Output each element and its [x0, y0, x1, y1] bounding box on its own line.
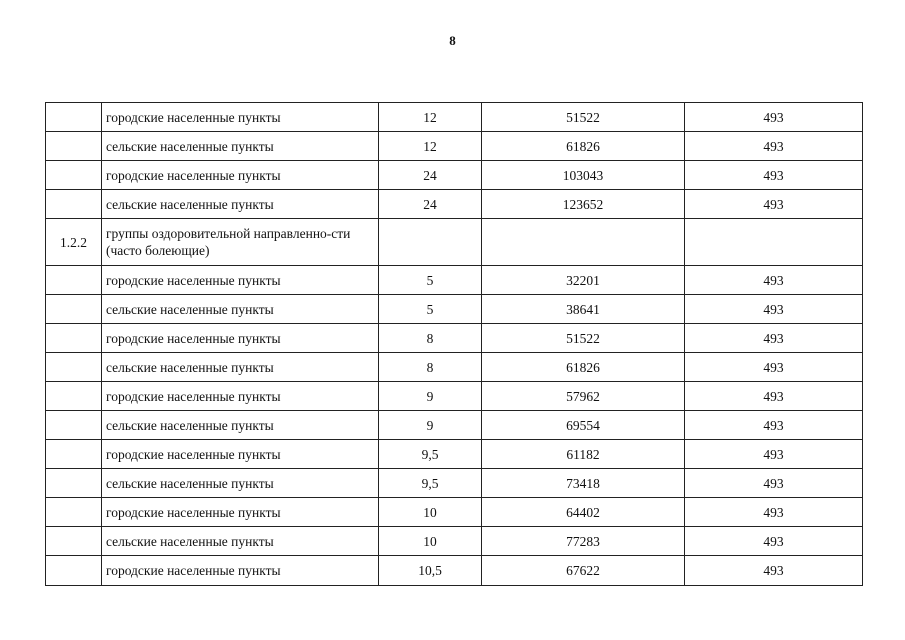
- table-row: [46, 190, 863, 219]
- value-2-cell: [482, 219, 685, 266]
- value-3-cell: 493: [685, 161, 863, 190]
- value-3-cell: 493: [685, 440, 863, 469]
- value-2-cell: 51522: [482, 103, 685, 132]
- value-3-cell: 493: [685, 324, 863, 353]
- row-number-cell: [46, 132, 102, 161]
- value-2-cell: 73418: [482, 469, 685, 498]
- page-number: 8: [449, 33, 456, 48]
- table-row: [46, 324, 863, 353]
- row-name-cell: городские населенные пункты: [102, 161, 379, 190]
- row-number-cell: [46, 411, 102, 440]
- value-1-cell: 9,5: [379, 440, 482, 469]
- table-row: [46, 469, 863, 498]
- row-number-cell: [46, 556, 102, 586]
- row-name-cell: сельские населенные пункты: [102, 132, 379, 161]
- row-name-cell: группы оздоровительной направленно-сти (часто болеющие): [102, 219, 379, 266]
- row-name-cell: городские населенные пункты: [102, 324, 379, 353]
- value-2-cell: 123652: [482, 190, 685, 219]
- value-3-cell: 493: [685, 469, 863, 498]
- row-name-cell: городские населенные пункты: [102, 382, 379, 411]
- table-row: [46, 527, 863, 556]
- row-name-cell: сельские населенные пункты: [102, 411, 379, 440]
- value-3-cell: 493: [685, 190, 863, 219]
- table-row: [46, 440, 863, 469]
- value-2-cell: 77283: [482, 527, 685, 556]
- table-row: [46, 103, 863, 132]
- row-name-cell: городские населенные пункты: [102, 498, 379, 527]
- table-row: [46, 132, 863, 161]
- table-row: [46, 219, 863, 266]
- row-name-cell: городские населенные пункты: [102, 556, 379, 586]
- row-name-cell: городские населенные пункты: [102, 440, 379, 469]
- value-3-cell: [685, 219, 863, 266]
- value-3-cell: 493: [685, 353, 863, 382]
- row-name-cell: сельские населенные пункты: [102, 527, 379, 556]
- row-name-cell: сельские населенные пункты: [102, 190, 379, 219]
- table-row: [46, 353, 863, 382]
- value-3-cell: 493: [685, 382, 863, 411]
- row-number-cell: [46, 190, 102, 219]
- value-3-cell: 493: [685, 527, 863, 556]
- value-1-cell: 24: [379, 190, 482, 219]
- value-2-cell: 38641: [482, 295, 685, 324]
- row-number-cell: [46, 498, 102, 527]
- value-2-cell: 61826: [482, 132, 685, 161]
- value-2-cell: 61826: [482, 353, 685, 382]
- value-3-cell: 493: [685, 556, 863, 586]
- row-number-cell: [46, 440, 102, 469]
- value-1-cell: 10: [379, 498, 482, 527]
- row-number-cell: [46, 469, 102, 498]
- row-number-cell: [46, 103, 102, 132]
- row-number-cell: [46, 527, 102, 556]
- row-name-cell: сельские населенные пункты: [102, 469, 379, 498]
- value-1-cell: 9: [379, 411, 482, 440]
- value-1-cell: 10: [379, 527, 482, 556]
- value-2-cell: 103043: [482, 161, 685, 190]
- value-2-cell: 32201: [482, 266, 685, 295]
- value-3-cell: 493: [685, 132, 863, 161]
- value-1-cell: 9,5: [379, 469, 482, 498]
- row-number-cell: 1.2.2: [46, 219, 102, 266]
- value-1-cell: 5: [379, 266, 482, 295]
- value-1-cell: 9: [379, 382, 482, 411]
- row-name-cell: сельские населенные пункты: [102, 295, 379, 324]
- row-name-cell: городские населенные пункты: [102, 103, 379, 132]
- row-number-cell: [46, 295, 102, 324]
- value-1-cell: 5: [379, 295, 482, 324]
- value-2-cell: 61182: [482, 440, 685, 469]
- row-name-cell: сельские населенные пункты: [102, 353, 379, 382]
- table-row: [46, 498, 863, 527]
- value-2-cell: 67622: [482, 556, 685, 586]
- value-1-cell: 12: [379, 132, 482, 161]
- value-3-cell: 493: [685, 295, 863, 324]
- table-row: [46, 556, 863, 586]
- table-row: [46, 266, 863, 295]
- row-number-cell: [46, 266, 102, 295]
- value-3-cell: 493: [685, 103, 863, 132]
- table-row: [46, 411, 863, 440]
- value-1-cell: 10,5: [379, 556, 482, 586]
- value-1-cell: 12: [379, 103, 482, 132]
- value-1-cell: 24: [379, 161, 482, 190]
- value-3-cell: 493: [685, 266, 863, 295]
- row-name-cell: городские населенные пункты: [102, 266, 379, 295]
- value-2-cell: 57962: [482, 382, 685, 411]
- row-number-cell: [46, 161, 102, 190]
- rates-table: [45, 102, 863, 586]
- value-3-cell: 493: [685, 498, 863, 527]
- row-number-cell: [46, 382, 102, 411]
- rates-table-body: [46, 103, 863, 586]
- value-1-cell: 8: [379, 324, 482, 353]
- value-2-cell: 64402: [482, 498, 685, 527]
- value-1-cell: 8: [379, 353, 482, 382]
- row-number-cell: [46, 353, 102, 382]
- table-row: [46, 295, 863, 324]
- table-row: [46, 161, 863, 190]
- table-row: [46, 382, 863, 411]
- value-2-cell: 69554: [482, 411, 685, 440]
- value-1-cell: [379, 219, 482, 266]
- value-2-cell: 51522: [482, 324, 685, 353]
- row-number-cell: [46, 324, 102, 353]
- value-3-cell: 493: [685, 411, 863, 440]
